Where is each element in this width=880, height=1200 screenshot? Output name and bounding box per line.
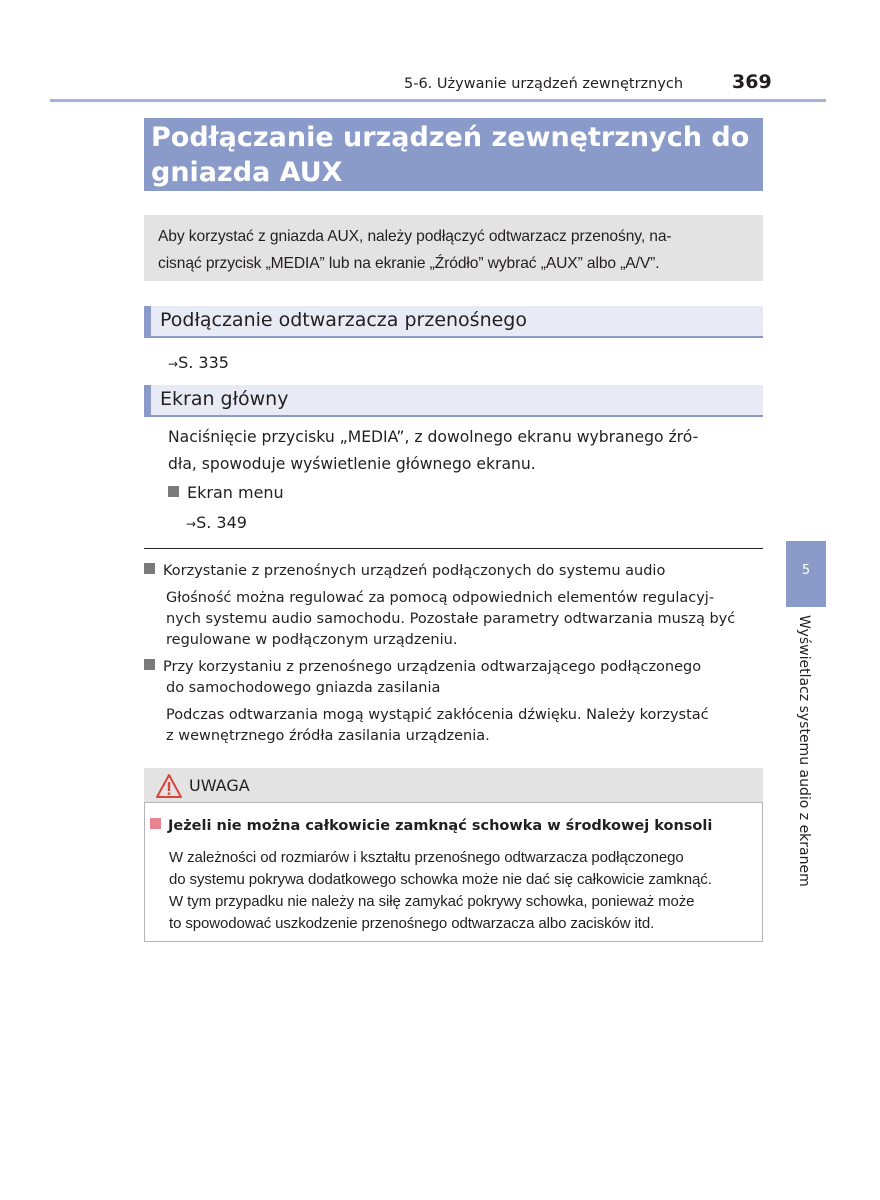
sub-heading-text: Ekran menu (187, 483, 284, 502)
note-2-line-1: Podczas odtwarzania mogą wystąpić zakłócenia dźwięku. Należy korzystać (166, 707, 709, 723)
page-number: 369 (732, 71, 772, 93)
note-item-2 (144, 657, 764, 747)
main-screen-paragraph (168, 424, 764, 478)
caution-heading-text: Jeżeli nie można całkowicie zamknąć schowka w środkowej konsoli (168, 818, 713, 834)
square-bullet-icon (168, 486, 179, 497)
note-body-2 (166, 705, 764, 747)
note-body-1 (166, 588, 764, 651)
page-reference (168, 353, 229, 372)
section-heading-portable-player: Podłączanie odtwarzacza przenośnego (144, 306, 763, 338)
warning-triangle-icon (155, 773, 183, 799)
note-item-1 (144, 561, 764, 651)
page-title (144, 118, 763, 191)
page-title-line-2: gniazda AUX (151, 157, 343, 188)
sub-page-reference (186, 513, 247, 532)
main-screen-line-2: dła, spowoduje wyświetlenie głównego ekranu. (168, 455, 536, 473)
sub-heading-menu-screen (168, 483, 284, 502)
caution-line-3: W tym przypadku nie należy na siłę zamykać pokrywy schowka, ponieważ może (169, 893, 695, 910)
note-heading-1 (144, 561, 764, 582)
chapter-number: 5 (801, 563, 811, 578)
section-heading-main-screen: Ekran główny (144, 385, 763, 417)
main-screen-line-1: Naciśnięcie przycisku „MEDIA”, z dowolnego ekranu wybranego źró- (168, 428, 699, 446)
page-title-line-1: Podłączanie urządzeń zewnętrznych do (151, 122, 750, 153)
caution-line-1: W zależności od rozmiarów i kształtu przenośnego odtwarzacza podłączonego (169, 849, 684, 866)
sub-page-reference-text: S. 349 (196, 513, 247, 532)
running-header-title: 5-6. Używanie urządzeń zewnętrznych (404, 76, 684, 92)
chapter-side-title: Wyświetlacz systemu audio z ekranem (796, 615, 812, 887)
caution-heading (150, 818, 712, 834)
note-1-line-1: Głośność można regulować za pomocą odpowiednich elementów regulacyj- (166, 590, 715, 606)
note-heading-2 (144, 657, 764, 699)
note-heading-2-line-1: Przy korzystaniu z przenośnego urządzenia odtwarzającego podłączonego (163, 659, 702, 675)
square-bullet-icon (144, 563, 155, 574)
caution-line-4: to spowodować uszkodzenie przenośnego odtwarzacza albo zacisków itd. (169, 915, 655, 932)
arrow-right-icon: → (186, 517, 197, 531)
page-reference-text: S. 335 (178, 353, 229, 372)
note-heading-2-line-2: do samochodowego gniazda zasilania (166, 680, 441, 696)
arrow-right-icon: → (168, 357, 179, 371)
notes-divider (144, 548, 763, 549)
intro-box (144, 215, 763, 281)
intro-line-2: cisnąć przycisk „MEDIA” lub na ekranie „Źródło” wybrać „AUX” albo „A/V”. (158, 255, 660, 272)
note-2-line-2: z wewnętrznego źródła zasilania urządzenia. (166, 728, 490, 744)
caution-body (169, 847, 754, 935)
intro-line-1: Aby korzystać z gniazda AUX, należy podłączyć odtwarzacz przenośny, na- (158, 228, 672, 245)
caution-label: UWAGA (189, 776, 250, 795)
header-rule (50, 99, 826, 102)
note-heading-1-text: Korzystanie z przenośnych urządzeń podłączonych do systemu audio (163, 563, 666, 579)
note-1-line-2: nych systemu audio samochodu. Pozostałe parametry odtwarzania muszą być (166, 611, 736, 627)
square-bullet-icon (144, 659, 155, 670)
note-1-line-3: regulowane w podłączonym urządzeniu. (166, 632, 458, 648)
caution-line-2: do systemu pokrywa dodatkowego schowka może nie dać się całkowicie zamknąć. (169, 871, 712, 888)
square-bullet-icon (150, 818, 161, 829)
